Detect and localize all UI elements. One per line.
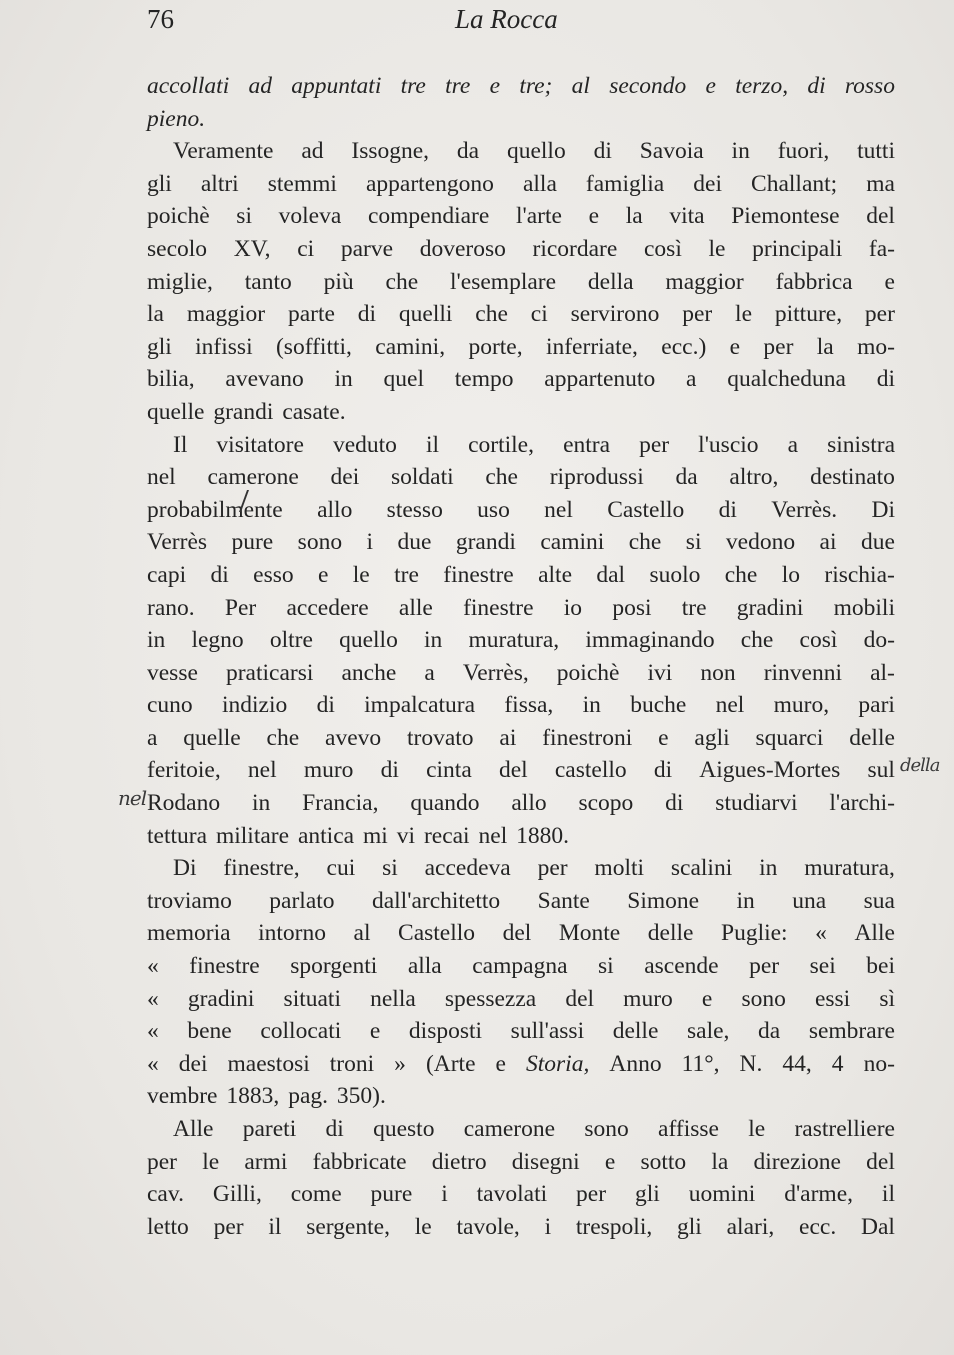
text-line: pieno. — [147, 105, 206, 132]
text-line: « gradini situati nella spessezza del muro e sono essi sì — [147, 985, 895, 1012]
text-line: « bene collocati e disposti sull'assi delle sale, da sembrare — [147, 1018, 895, 1045]
text-line: miglie, tanto più che l'esemplare della maggior fabbrica e — [147, 268, 895, 295]
text-line: letto per il sergente, le tavole, i trespoli, gli alari, ecc. Dal — [147, 1213, 895, 1240]
text-line: Il visitatore veduto il cortile, entra per l'uscio a sinistra — [173, 431, 895, 458]
text-line: poichè si voleva compendiare l'arte e la vita Piemontese del — [147, 203, 895, 230]
text-line: vembre 1883, pag. 350). — [147, 1083, 386, 1110]
text-line: bilia, avevano in quel tempo appartenuto a qualcheduna di — [147, 366, 895, 393]
margin-annotation-right: della — [900, 755, 940, 776]
text-line: vesse praticarsi anche a Verrès, poichè ivi non rinvenni al- — [147, 659, 895, 686]
text-line: rano. Per accedere alle finestre io posi tre gradini mobili — [147, 594, 895, 621]
text-line: nel camerone dei soldati che riprodussi da altro, destinato — [147, 464, 895, 491]
text-line: Alle pareti di questo camerone sono affisse le rastrelliere — [173, 1116, 895, 1142]
text-line: memoria intorno al Castello del Monte delle Puglie: « Alle — [147, 920, 895, 947]
text-line: Di finestre, cui si accedeva per molti scalini in muratura, — [173, 855, 895, 882]
text-line: cuno indizio di impalcatura fissa, in buche nel muro, pari — [147, 692, 895, 719]
text-line: la maggior parte di quelli che ci servirono per le pitture, per — [147, 301, 895, 328]
running-title: La Rocca — [455, 4, 558, 34]
text-line: a quelle che avevo trovato ai finestroni e agli squarci delle — [147, 724, 895, 751]
margin-annotation-left: nel — [118, 786, 147, 810]
text-line: Verrès pure sono i due grandi camini che si vedono ai due — [147, 529, 895, 556]
text-line: tettura militare antica mi vi recai nel 1880. — [147, 822, 570, 849]
text-line: capi di esso e le tre finestre alte dal suolo che lo rischia- — [147, 561, 895, 588]
text-line: Veramente ad Issogne, da quello di Savoia in fuori, tutti — [173, 138, 895, 165]
text-line: gli infissi (soffitti, camini, porte, inferriate, ecc.) e per la mo- — [147, 333, 895, 360]
text-line: gli altri stemmi appartengono alla famiglia dei Challant; ma — [147, 170, 895, 197]
text-line: cav. Gilli, come pure i tavolati per gli uomini d'arme, il — [147, 1181, 895, 1208]
text-line: quelle grandi casate. — [147, 398, 346, 425]
text-line: troviamo parlato dall'architetto Sante Simone in una sua — [147, 887, 895, 914]
text-line: accollati ad appuntati tre tre e tre; al secondo e terzo, di rosso — [147, 73, 895, 99]
text-line: « finestre sporgenti alla campagna si ascende per sei bei — [147, 953, 895, 980]
page-header — [147, 4, 895, 40]
text-line: feritoie, nel muro di cinta del castello di Aigues-Mortes sul — [147, 757, 895, 784]
body-text — [147, 70, 895, 1243]
text-line: probabilmente allo stesso uso nel Castello di Verrès. Di — [147, 496, 895, 523]
text-line: in legno oltre quello in muratura, immaginando che così do- — [147, 627, 895, 654]
text-line: per le armi fabbricate dietro disegni e sotto la direzione del — [147, 1148, 895, 1175]
text-line: secolo XV, ci parve doveroso ricordare così le principali fa- — [147, 235, 895, 262]
page-number: 76 — [147, 4, 174, 34]
text-line: « dei maestosi troni » (Arte e Storia, Anno 11°, N. 44, 4 no- — [147, 1050, 895, 1077]
text-line: Rodano in Francia, quando allo scopo di studiarvi l'archi- — [147, 790, 895, 817]
